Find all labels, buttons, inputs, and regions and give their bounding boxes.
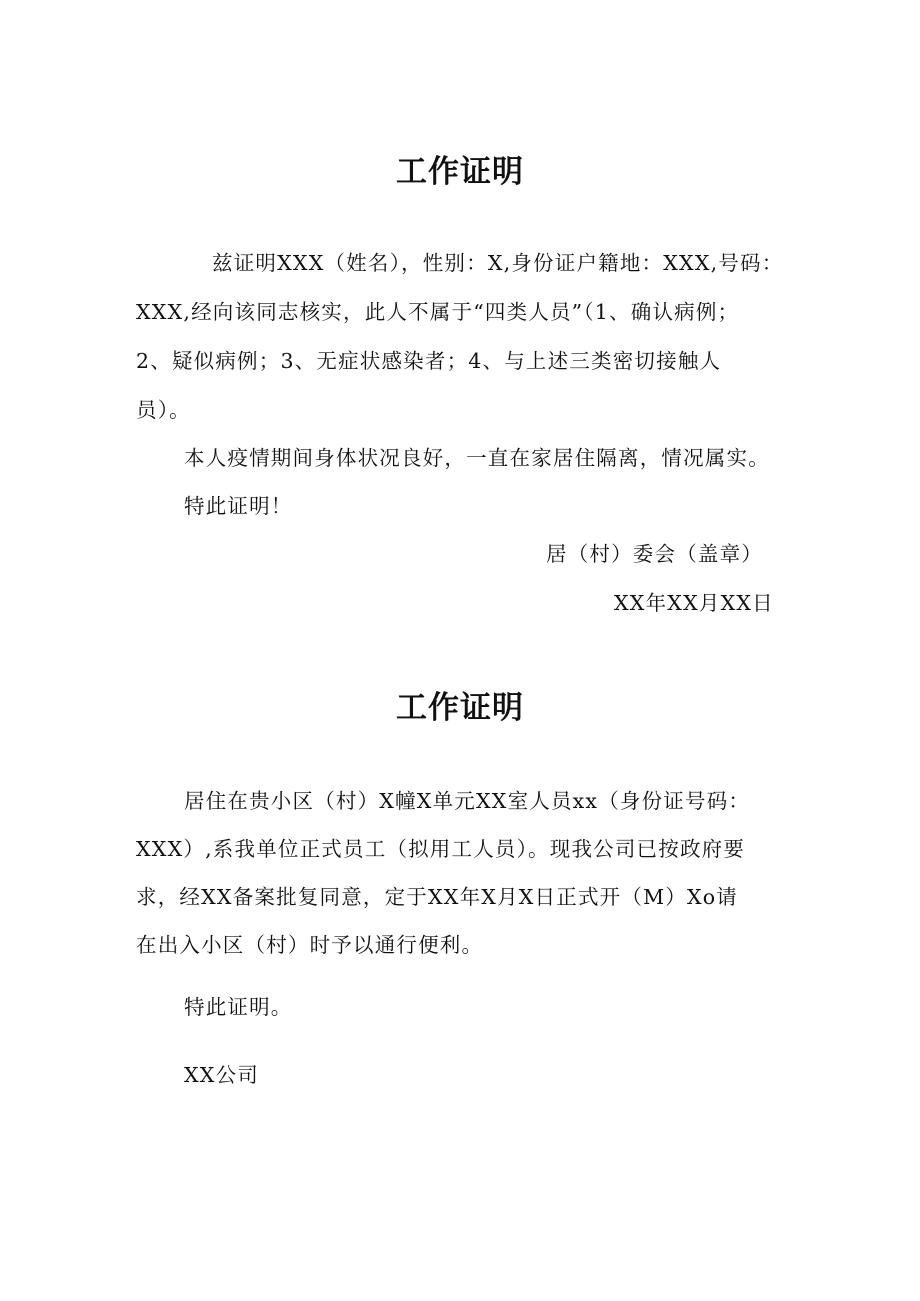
- cert2-body-line-3: 求，经XX备案批复同意，定于XX年X月X日正式开（M）Xo请: [136, 885, 738, 909]
- cert1-date: XX年XX月XX日: [614, 591, 774, 615]
- cert2-company: XX公司: [184, 1063, 259, 1087]
- cert2-body-line-4: 在出入小区（村）时予以通行便利。: [136, 933, 484, 957]
- cert1-body-line-4: 员）。: [136, 398, 191, 422]
- cert2-body-line-2: XXX）,系我单位正式员工（拟用工人员）。现我公司已按政府要: [136, 837, 746, 861]
- cert1-body-line-3: 2、疑似病例；3、无症状感染者；4、与上述三类密切接触人: [136, 349, 722, 373]
- cert2-closing: 特此证明。: [184, 995, 293, 1019]
- cert1-statement: 本人疫情期间身体状况良好，一直在家居住隔离，情况属实。: [184, 446, 770, 470]
- cert1-body-line-2: XXX,经向该同志核实，此人不属于“四类人员”（1、确认病例；: [136, 300, 740, 324]
- cert1-body-line-1: 兹证明XXX（姓名），性别：X,身份证户籍地：XXX,号码：: [212, 251, 784, 275]
- cert1-signer: 居（村）委会（盖章）: [546, 542, 763, 566]
- certificate-2-title: 工作证明: [396, 690, 524, 726]
- cert2-body-line-1: 居住在贵小区（村）X幢X单元XX室人员xx（身份证号码：: [184, 789, 751, 813]
- cert1-closing: 特此证明！: [184, 494, 293, 518]
- certificate-1-title: 工作证明: [396, 154, 524, 190]
